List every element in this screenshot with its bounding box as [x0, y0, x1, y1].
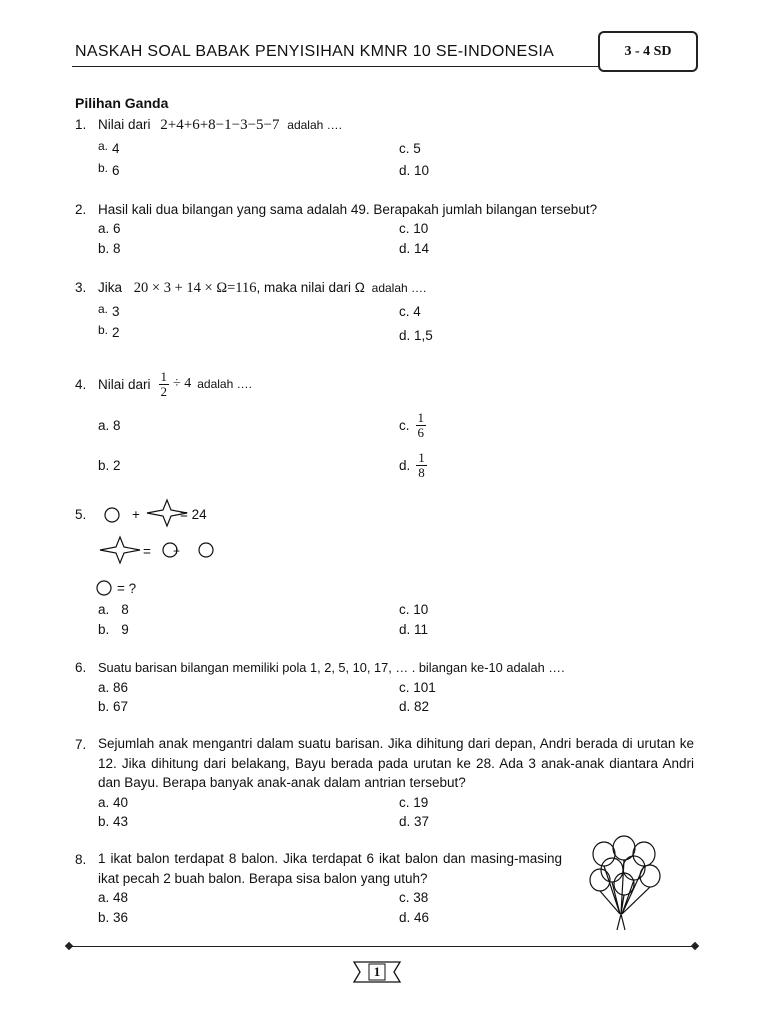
rule-end-diamond: [691, 942, 699, 950]
question-text: adalah ….: [197, 377, 252, 391]
question-number: 3.: [75, 280, 87, 295]
equation-result: = 24: [180, 507, 207, 522]
option-b: b. 43: [98, 814, 129, 829]
option-b: 6: [112, 163, 120, 178]
option-b: b. 67: [98, 699, 129, 714]
footer-rule: [72, 946, 696, 947]
option-a: 8: [121, 602, 129, 617]
question-text: , maka nilai dari Ω: [256, 280, 365, 295]
option-a: 3: [112, 304, 120, 319]
option-b-label: b.: [98, 161, 109, 175]
plus-sign: +: [132, 507, 140, 522]
question-number: 1.: [75, 117, 87, 132]
option-a: a. 6: [98, 221, 121, 236]
math-expression: ÷ 4: [173, 376, 192, 391]
option-b: 9: [121, 622, 129, 637]
option-c-label: c.: [399, 417, 410, 433]
question-number: 6.: [75, 660, 87, 675]
rule-end-diamond: [65, 942, 73, 950]
balloons-illustration: [584, 834, 666, 932]
question-text: Sejumlah anak mengantri dalam suatu barisan. Jika dihitung dari depan, Andri berada di urutan ke 12. Jika dihitung dari belakang, Bayu berada pada urutan ke 28. Ada 3 anak-anak diantara Andri dan Bayu. Berapa banyak anak-anak dalam antrian tersebut?: [98, 736, 694, 790]
option-d: d. 10: [399, 163, 430, 178]
option-d: d. 14: [399, 241, 430, 256]
math-expression: 20 × 3 + 14 × Ω=116: [133, 280, 257, 296]
circle-icon: [102, 505, 122, 525]
option-a: a. 40: [98, 795, 129, 810]
option-c: c. 5: [399, 141, 421, 156]
question-text: Jika: [98, 280, 123, 295]
option-c: $\frac{1}{6}$: [417, 409, 425, 440]
star-icon: [98, 535, 142, 565]
option-c: c. 4: [399, 304, 421, 319]
question-text: adalah ….: [287, 118, 342, 132]
option-b: b. 8: [98, 241, 121, 256]
option-b-label: b.: [98, 622, 110, 637]
option-d: d. 37: [399, 814, 430, 829]
circle-icon: [196, 540, 216, 560]
equals-sign: =: [143, 544, 151, 559]
option-a-label: a.: [98, 602, 110, 617]
option-a: a. 86: [98, 680, 129, 695]
option-d: d. 1,5: [399, 328, 433, 343]
option-a: a. 8: [98, 418, 121, 433]
option-c: c. 19: [399, 795, 429, 810]
question-text: Suatu barisan bilangan memiliki pola 1, 2, 5, 10, 17, … . bilangan ke-10 adalah ….: [98, 660, 565, 675]
question-prompt: = ?: [117, 581, 137, 596]
option-a: 4: [112, 141, 120, 156]
question-text: Hasil kali dua bilangan yang sama adalah 49. Berapakah jumlah bilangan tersebut?: [98, 202, 598, 217]
option-a: a. 48: [98, 890, 129, 905]
question-text: 1 ikat balon terdapat 8 balon. Jika terdapat 6 ikat balon dan masing-masing ikat pecah 2 buah balon. Berapa sisa balon yang utuh?: [98, 851, 562, 886]
option-a-label: a.: [98, 302, 109, 316]
option-b: b. 36: [98, 910, 129, 925]
option-d: d. 46: [399, 910, 430, 925]
document-title: NASKAH SOAL BABAK PENYISIHAN KMNR 10 SE-INDONESIA: [75, 43, 555, 60]
question-number: 4.: [75, 377, 87, 392]
section-title: Pilihan Ganda: [75, 95, 169, 111]
level-code-badge: 3 - 4 SD: [598, 31, 698, 72]
option-d: $\frac{1}{8}$: [418, 449, 425, 480]
option-b-label: b.: [98, 323, 109, 337]
option-b: 2: [112, 325, 120, 340]
question-number: 8.: [75, 852, 87, 867]
question-number: 5.: [75, 507, 87, 522]
question-number: 2.: [75, 202, 87, 217]
option-d-label: d.: [399, 457, 411, 473]
plus-sign: +: [173, 544, 181, 558]
question-text: Nilai dari: [98, 376, 151, 392]
fraction: $\frac{1}{2}$: [160, 368, 168, 399]
math-expression: 2+4+6+8−1−3−5−7: [160, 117, 280, 133]
question-number: 7.: [75, 737, 87, 752]
header-rule: [72, 66, 600, 67]
option-c: c. 38: [399, 890, 429, 905]
question-text: Nilai dari: [98, 117, 151, 132]
option-c: c. 10: [399, 602, 429, 617]
option-c: c. 101: [399, 680, 436, 695]
option-d: d. 82: [399, 699, 430, 714]
option-d: d. 11: [399, 622, 429, 637]
question-text: adalah ….: [371, 281, 427, 295]
option-a-label: a.: [98, 139, 109, 153]
option-b: b. 2: [98, 458, 121, 473]
page-number: 1: [373, 964, 381, 979]
option-c: c. 10: [399, 221, 429, 236]
circle-icon: [94, 578, 114, 598]
